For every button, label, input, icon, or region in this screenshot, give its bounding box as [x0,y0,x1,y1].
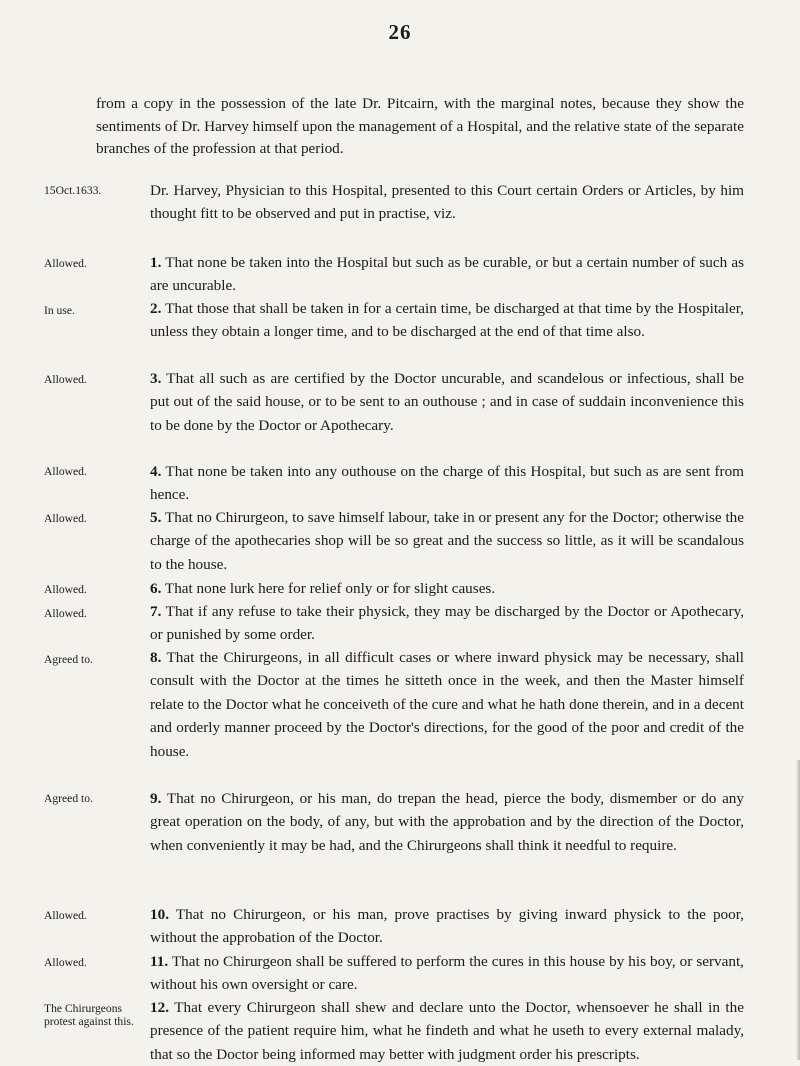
article-number: 3. [150,370,162,387]
article-text: That none lurk here for relief only or for slight causes. [164,580,496,597]
margin-note: Allowed. [44,583,87,596]
page-number: 26 [388,20,412,44]
article-number: 10. [150,906,169,923]
article-5 [150,506,744,576]
margin-note: Allowed. [44,607,87,620]
article-number: 4. [150,463,162,480]
margin-note: Allowed. [44,373,87,386]
article-text: Dr. Harvey, Physician to this Hospital, presented to this Court certain Orders or Articles, by him thought fitt to be observed and put in practise, viz. [150,182,744,223]
article-text: That every Chirurgeon shall shew and declare unto the Doctor, whensoever he shall in the presence of the patient require him, what he findeth and what he useth to every external malady, that so the Doctor being informed may better with judgment order his prescripts. [150,999,744,1063]
margin-note-date: 15Oct.1633. [44,184,102,197]
article-number: 11. [150,953,169,970]
article-number: 9. [150,790,162,807]
margin-note: Allowed. [44,956,87,969]
page-edge-shadow [796,760,800,1060]
margin-note: Allowed. [44,512,87,525]
article-3 [150,367,744,437]
article-text: That no Chirurgeon, to save himself labour, take in or present any for the Doctor; otherwise the charge of the apothecaries shop will be so great and the success so little, as it will be scandalous to the house. [150,509,745,573]
article-8 [150,646,744,763]
article-1 [150,251,744,298]
article-text: That none be taken into any outhouse on the charge of this Hospital, but such as are sent from hence. [150,463,744,504]
article-number: 2. [150,300,162,317]
margin-note: Allowed. [44,257,87,270]
article-number: 7. [150,603,162,620]
article-6 [150,577,744,600]
article-7 [150,600,744,647]
article-text: That no Chirurgeon, or his man, do trepan the head, pierce the body, dismember or do any great operation on the body, of any, but with the approbation and by the direction of the Doctor, when conveniently it may be had, and the Chirurgeons shall think it needful to require. [150,790,744,854]
article-text: That no Chirurgeon shall be suffered to perform the cures in this house by his boy, or servant, without his own oversight or care. [150,953,744,994]
article-4 [150,460,744,507]
article-12 [150,996,744,1066]
article-9 [150,787,744,857]
margin-note: Agreed to. [44,653,93,666]
article-text: That all such as are certified by the Doctor uncurable, and scandelous or infectious, shall be put out of the said house, or to be sent to an outhouse ; and in case of suddain inconvenience this to be done by the Doctor or Apothecary. [150,370,744,434]
article-number: 8. [150,649,162,666]
article-text: That no Chirurgeon, or his man, prove practises by giving inward physick to the poor, without the approbation of the Doctor. [150,906,744,947]
margin-note-protest: The Chirurgeons protest against this. [44,1002,134,1028]
article-text: That those that shall be taken in for a certain time, be discharged at that time by the Hospitaler, unless they obtain a longer time, and to be discharged at the end of that time also. [150,300,744,341]
article-text: That none be taken into the Hospital but such as be curable, or but a certain number of such as are uncurable. [150,254,744,295]
article-text: That if any refuse to take their physick, they may be discharged by the Doctor or Apothecary, or punished by some order. [150,603,744,644]
article-preamble [150,179,744,226]
margin-note: In use. [44,304,75,317]
article-11 [150,950,744,997]
margin-note: Agreed to. [44,792,93,805]
article-number: 12. [150,999,169,1016]
article-number: 6. [150,580,162,597]
margin-note: Allowed. [44,909,87,922]
intro-paragraph: from a copy in the possession of the late Dr. Pitcairn, with the marginal notes, because they show the sentiments of Dr. Harvey himself upon the management of a Hospital, and the relative state of the separate branches of the profession at that period. [96,95,744,158]
article-10 [150,903,744,950]
article-number: 1. [150,254,162,271]
article-number: 5. [150,509,162,526]
article-2 [150,297,744,344]
margin-note: Allowed. [44,465,87,478]
article-text: That the Chirurgeons, in all difficult cases or where inward physick may be necessary, shall consult with the Doctor at the times he sitteth once in the week, and then the Master himself relate to the Doctor what he conceiveth of the cure and what he hath done therein, and in a decent and orderly manner proceed by the Doctor's directions, for the good of the poor and credit of the house. [150,649,744,760]
